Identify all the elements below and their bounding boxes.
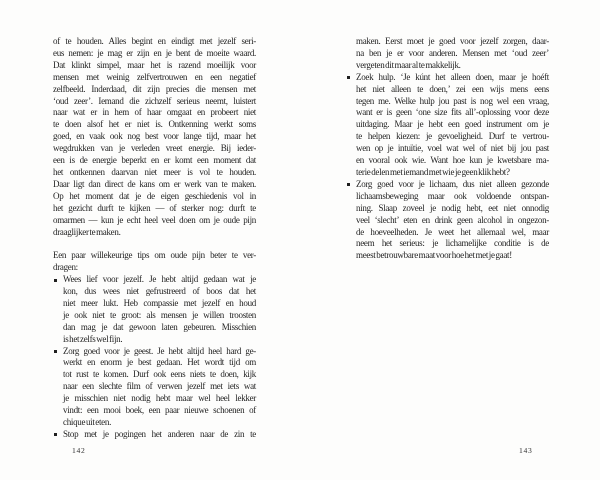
paragraph: [346, 36, 549, 72]
text-line: tot rust te komen. Durf ook eens niets te doen, kijk: [63, 369, 256, 380]
text-line: de hoeveelheden. Je weet het allemaal wel, maar: [356, 226, 549, 237]
text-line: veel ‘slecht’ eten en drink geen alcohol in ongezon-: [356, 214, 549, 225]
text-line: Wees lief voor jezelf. Je hebt altijd gedaan wat je: [63, 274, 256, 285]
bullet-item: [346, 72, 549, 179]
text-line: of te houden. Alles begint en eindigt met jezelf seri-: [53, 36, 256, 46]
text-line: Dat klinkt simpel, maar het is razend moeilijk voor: [53, 59, 256, 70]
left-page-text-column: [53, 36, 256, 441]
text-line: is het zelfs wel fijn.: [63, 333, 123, 344]
text-line: je misschien niet nodig hebt maar wel heel lekker: [63, 393, 256, 404]
text-line: naar een slechte film of verwen jezelf met iets wat: [63, 381, 256, 392]
text-line: eus nemen: je mag er zijn en je bent de moeite waard.: [53, 47, 256, 58]
text-line: na ben je er voor anderen. Mensen met ‘oud zeer’: [356, 47, 549, 58]
bullet-item: [53, 346, 256, 429]
text-line: goed, en vaak ook nog best voor lange tijd, maar het: [53, 131, 256, 142]
text-line: draaglijker te maken.: [53, 226, 121, 237]
text-line: dan mag je dat gewoon laten gebeuren. Misschien: [63, 321, 256, 332]
text-line: vergeten dit maar al te makkelijk.: [356, 59, 461, 70]
text-line: tegen me. Welke hulp jou past is nog wel een vraag,: [356, 95, 549, 106]
text-line: een is de energie beperkt en er komt een moment dat: [53, 155, 256, 166]
bullet-item: [53, 429, 256, 441]
text-line: Zorg goed voor je lichaam, dus niet alleen gezonde: [356, 178, 549, 189]
text-line: neem het serieus: je lichamelijke conditie is de: [356, 238, 549, 249]
text-line: naar wat er in hem of haar omgaat en probeert niet: [53, 107, 256, 118]
bullet-item: [53, 274, 256, 345]
text-line: niet meer lukt. Heb compassie met jezelf en houd: [63, 297, 256, 308]
text-line: je ook niet te groot: als mensen je willen troosten: [63, 309, 256, 320]
text-line: het ontkennen daarvan niet meer is vol te houden.: [53, 166, 256, 177]
text-line: uitdaging. Maar je hebt een goed instrument om je: [356, 119, 549, 130]
text-line: zelfbeeld. Inderdaad, dit zijn precies die mensen met: [53, 83, 256, 94]
paragraph: [53, 36, 256, 238]
text-line: Zorg goed voor je geest. Je hebt altijd heel hard ge-: [63, 345, 256, 356]
bullet-item: [346, 179, 549, 262]
text-line: want er is geen ‘one size fits all’-oplossing voor deze: [356, 107, 549, 118]
text-line: dragen:: [53, 262, 78, 273]
bullet-square-icon: [54, 350, 57, 353]
text-line: maken. Eerst moet je goed voor jezelf zorgen, daar-: [356, 36, 549, 46]
right-page-text-column: [346, 36, 549, 262]
text-line: werkt en enorm je best gedaan. Het wordt tijd om: [63, 357, 256, 368]
bullet-square-icon: [54, 279, 57, 282]
bullet-square-icon: [347, 76, 350, 79]
text-line: te helpen kiezen: je gevoeligheid. Durf te vertrou-: [356, 131, 549, 142]
text-line: terie delen met iemand met wie je geen klik hebt?: [356, 166, 510, 177]
text-line: Op het moment dat je de eigen geschiedenis vol in: [53, 190, 256, 201]
text-line: wegdrukken van je verleden vreet energie. Bij ieder-: [53, 143, 256, 154]
text-line: Daar ligt dan direct de kans om er werk van te maken.: [53, 178, 256, 189]
text-line: meest betrouwbare maat voor hoe het met je gaat!: [356, 250, 512, 261]
bullet-square-icon: [347, 183, 350, 186]
text-line: het niet alleen te doen,’ zei een wijs mens eens: [356, 83, 549, 94]
text-line: kon, dus wees niet gefrustreerd of boos dat het: [63, 286, 256, 297]
text-line: Zoek hulp. ‘Je kúnt het alleen doen, maar je hoéft: [356, 71, 549, 82]
text-line: Een paar willekeurige tips om oude pijn beter te ver-: [53, 250, 256, 261]
text-line: Stop met je pogingen het anderen naar de zin te: [63, 428, 256, 439]
text-line: wen op je intuïtie, voel wat wel of niet bij jou past: [356, 143, 549, 154]
paragraph: [53, 250, 256, 274]
text-line: lichaamsbeweging maar ook voldoende ontspan-: [356, 190, 549, 201]
text-line: omarmen — kun je echt heel veel doen om je oude pijn: [53, 214, 256, 225]
text-line: chique uit eten.: [63, 416, 112, 427]
text-line: te doen alsof het er niet is. Ontkenning werkt soms: [53, 119, 256, 130]
paragraph-spacer: [53, 238, 256, 250]
text-line: ‘oud zeer’. Iemand die zichzelf serieus neemt, luistert: [53, 95, 256, 106]
right-page-number: 143: [519, 446, 533, 455]
text-line: ning. Slaap zoveel je nodig hebt, eet niet onnodig: [356, 202, 549, 213]
text-line: mensen met weinig zelfvertrouwen en een negatief: [53, 71, 256, 82]
left-page-number: 142: [72, 446, 86, 455]
text-line: vindt: een mooi boek, een paar nieuwe schoenen of: [63, 405, 256, 416]
text-line: het gezicht durft te kijken — of sterker nog: durft te: [53, 202, 256, 213]
text-line: en vooral ook wie. Want hoe kun je kwetsbare ma-: [356, 155, 549, 166]
bullet-square-icon: [54, 433, 57, 436]
